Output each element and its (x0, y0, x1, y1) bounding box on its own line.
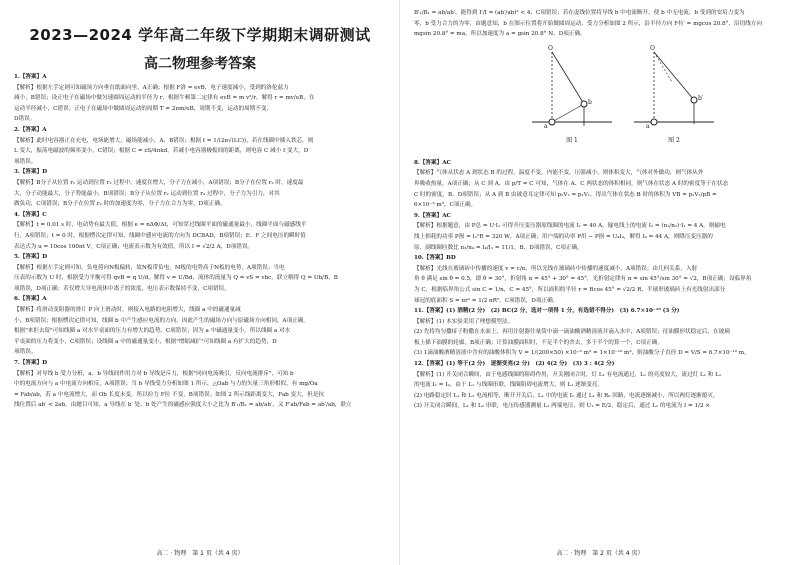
text-line: 界吸收热量，A项正确；从 C 到 A，由 p/T = C 可知，气体在 A、C 两状态的体积相同，则气体在状态 A 时的密度等于在状态 (414, 180, 729, 187)
figure-2 (624, 42, 724, 145)
text-line: 【解析】光线在玻璃砖中传播的速度 v = c/n，所以光线在玻璃砖中传播的速度减小，A项错误；由几何关系，入射 (414, 265, 698, 272)
text-line: 板上描下油膜的轮廓，B项正确；计算油膜面积时，不足半个的舍去，多于半个的算一个，C项正确。 (414, 339, 663, 346)
text-line: 压表的示数为 U 时，根据受力平衡可得 qvB = q U/d，解得 v = U/Bd，流体的流量为 Q = vS = vbc，联立解得 Q = Ub/B，B (14, 275, 338, 282)
text-line: 项错误。 (14, 349, 37, 356)
text-line: 5.【答案】D (14, 254, 48, 261)
text-line: 10.【答案】BD (414, 255, 456, 262)
text-line: 【解析】根据左手定则可知，负电荷向N板偏转，故N板带负电，M板的电势高于N板的电势，A项错误；当电 (14, 264, 285, 271)
left-answer-text (14, 72, 388, 432)
figure-2-label: 图 2 (668, 137, 680, 145)
text-line: 中的电流方向与 a 中电流方向相反，A项错误；当 b 导线受力分析如图 1 所示，△Oab 与力的矢量三角形相似，有 mg/Oa (14, 381, 318, 388)
document-title: 2023—2024 学年高二年级下学期期末调研测试 (29, 26, 371, 44)
text-line: 线位置后 ab′ < 2ab，由题目可知，a 导线在 b′ 处、b 处产生的磁感应强度大小之比为 B′₁/B₁ = ab/ab′，又 F′ab/Fab = ab′/ab，联立 (14, 402, 352, 409)
text-line: 9.【答案】AC (414, 212, 452, 219)
text-line: 运动半径减小，C错误；正电子在磁场中做圆周运动的周期 T = 2πm/eB，周期不变，运动的周期不变， (14, 105, 273, 112)
text-line: 2.【答案】A (14, 126, 47, 133)
text-line: 大，分子动能最大，分子势能最小，B项错误；B分子从位置 r₂ 运动到位置 r₃ 过程中，分子力为引力，对其 (14, 190, 280, 197)
text-line: 项错误，D项正确；若仅增大导电流体中离子的浓度，电压表示数保持不变，C项错误。 (14, 285, 230, 292)
text-line: 【解析】t = 0.01 s 时，电动势有最大值，根据 e = nΔΦ/Δt，可知穿过线圈平面的磁通量最小，线圈平面与磁感线平 (14, 222, 307, 229)
right-page (400, 0, 800, 565)
text-line: C 时的密度，B、D项错误；从 A 到 B 由玻意耳定律可知 p₂V₂ = p₁V₁，得出气体在状态 B 时的体积为 VB = p₁V₁/pB = (414, 191, 717, 198)
text-line: 【解析】根据题意，由 P总 = U·I₁ 可得升压变压器原线圈的电流 I₁ = 40 A，输电线上的电流 I₂ = (n₁/n₂)·I₁ = 4 A，则输电 (414, 223, 726, 230)
text-line: 球冠的底面积 S = πr² = 1/2 πR²，C项错误，D项正确。 (414, 297, 559, 304)
svg-text:O: O (650, 44, 655, 52)
text-line: 表达式为 u = 10cos 100πt V，C项正确；电流表示数为有效值，所以 I = √2/2 A，D项错误。 (14, 243, 254, 250)
svg-text:b′: b′ (698, 94, 704, 102)
text-line: = Fab/ab，若 a 中电流增大，而 Ob 长度未变，所以拉力 F拉 不变，B项错误；如图 2 所示线距离变大，Fab 变大，但是抗 (14, 391, 325, 398)
text-line: (2) 电路稳定时 L₁ 和 L₂ 电流相等，断开开关后，L₁ 中的电流 I₁ 通过 L₁ 和 R₀ 回路，电流逐渐减小，所以两灯逐渐熄灭。 (414, 392, 719, 399)
text-line: 【解析】对导线 b 受力分析，a、b 导线间作用力对 b 导线是斥力，根据"同向电流吸引，反向电流排斥"，可知 b (14, 370, 294, 377)
svg-text:O: O (548, 44, 553, 52)
svg-text:a: a (646, 122, 650, 130)
text-line: 3.【答案】D (14, 169, 48, 176)
text-line: (3) 1滴油酸酒精溶液中含有的油酸体积为 V = 1/(200×50) ×10⁻⁶ m³ = 1×10⁻¹⁰ m³，则油酸分子直径 D = V/S = 6.7×10⁻¹⁰ m。 (414, 350, 750, 357)
text-line: L 变大，振荡电磁波的频率变小，C错误；根据 C = εS/4πkd，若减小电容器极板间的距离，则电容 C 减小 f 变大，D (14, 148, 309, 155)
text-line: 为 C，根据临界角公式 sin C = 1/n，C = 45°，所以面积的半径 r = Rcos 45° = √2/2 R，半球形玻璃砖上有光线射出部分 (414, 286, 726, 293)
text-line: 【解析】B分子从位置 r₁ 运动到位置 r₂ 过程中，速度在增大，分子力在减小，A项错误；B分子在位置 r₂ 时，速度最 (14, 179, 304, 186)
text-line: (3) 开关闭合瞬间，L₁ 和 L₂ 串联，电压传感器测量 L₂ 两端电压，则 U₁ = E/2，稳定后，通过 L₁ 的电流为 I = 1/2 × (414, 403, 710, 410)
text-line: 角 θ 满足 sin θ = 0.5，即 θ = 30°，折射角 α = 45° + 30° = 45°，光折射定律有 n = sin 45°/sin 30° = √2，B项正确；设临界角 (414, 276, 752, 283)
text-line: 【解析】此时电容器正在充电，电场能增大，磁场能减小，A、B错误；根据 f = 1/(2π√(LC))，若在线圈中插入铁芯，则 (14, 137, 314, 144)
text-line: 零，b 受力合力的为零，由题意知，b 在图示位置将开始做圆周运动，受力分析如图 2 所示，沿半径方向 F拉′ = mgcos 20.8°，沿切线方向 (414, 20, 762, 27)
text-line: 原、副线圈匝数比 n₃/n₄ = I₄/I₃ = 11/1，B、D项错误，C项正确。 (414, 244, 583, 251)
right-page-footer: 高二 · 物理 第 2 页（共 4 页） (556, 550, 644, 557)
text-line: 【解析】将滑动变阻器的滑片 P 向上滑动时，则接入电路的电阻增大，线圈 a 中的磁通量减 (14, 307, 241, 314)
figure-2-diagram (624, 42, 724, 132)
text-line: 12.【答案】(1) 等于(2 分) 逐渐变亮(2 分) (2) 4(2 分) (3) 3 : 4(2 分) (414, 361, 615, 368)
text-line: D错误。 (14, 116, 36, 123)
text-line: 【解析】(1) 本实验采用了理想模型法。 (414, 318, 514, 325)
text-line (14, 422, 388, 433)
text-line: 平桌面的压力将变小，C项错误；设线圈 a 中的磁通量变小，根据"增缩减扩"可知线圈 a 有扩大的趋势，D (14, 338, 277, 345)
text-line: 8.【答案】AC (414, 159, 452, 166)
text-line (14, 411, 388, 422)
text-line: 项错误。 (14, 158, 37, 165)
text-line: (2) 先将均匀撒痱子粉撒在水面上，再用注射器往量筒中滴一滴油酸酒精溶液并滴入水中，A项错误；待油膜形状稳定后，在玻璃 (414, 329, 730, 336)
text-line: 小，B项错误；根据楞次定律可知，线圈 b 中产生感应电流的方向，因此产生的磁场方向与原磁场方向相同，A项正确。 (14, 317, 309, 324)
text-line: 1.【答案】A (14, 74, 47, 80)
text-line: 【解析】气体从状态 A 到状态 B 的过程，温度不变，内能不变，压强减小，则体积变大，气体对外做功，则气体从外 (414, 170, 704, 177)
text-line: 行，A项错误；t = 0 时，根据楞次定律可知，线圈中感应电流的方向为 DCBAD，B项错误；E、F 之间电压的瞬时值 (14, 232, 306, 239)
svg-text:b: b (588, 98, 592, 106)
text-line: 7.【答案】D (14, 360, 48, 367)
text-line: 6.【答案】A (14, 296, 47, 303)
text-line: 6×10⁻³ m³，C项正确。 (414, 202, 477, 209)
text-line: 减小，B错误；设正电子在磁场中做匀速圆周运动的半径为 r，根据牛顿第二定律有 evB = m v²/r，解得 r = mv/eB，在 (14, 95, 315, 102)
text-line: mgsin 20.8° = ma，所以加速度为 a = gsin 20.8° N，D项正确。 (414, 31, 586, 38)
text-line: B′₁/B₁ = ab/ab′，能得到 I′/I = (ab′/ab)² < 4，C项错误；若在虚线位置将导线 b 中电流断开，使 b 中无电流，b 受到的安培力变为 (414, 10, 745, 16)
text-line: 【解析】(1) 开关闭合瞬间，由于电感线圈的阻碍作用，开关刚闭合时，灯 L₁ 有电流通过，L₁ 的亮度较大，流过灯 L₁ 和 L₂ (414, 371, 722, 378)
right-answer-text (414, 8, 788, 412)
figure-1-diagram (522, 42, 622, 132)
document-subtitle: 高二物理参考答案 (144, 56, 256, 72)
text-line: 做负功，C项错误；B分子在位置 r₂ 时的加速度为零，分子力在合力为零，D项正确。 (14, 201, 226, 208)
left-page-footer: 高二 · 物理 第 1 页（共 4 页） (156, 550, 244, 557)
figure-1 (522, 42, 622, 145)
figure-row (414, 40, 788, 158)
text-line: 线上损耗的功率 P损 = I₂²R = 320 W，A项正确；用户端的功率 P用 − P损 = U₄I₄，解得 I₄ = 44 A，则降压变压器的 (414, 233, 713, 240)
text-line: 11.【答案】(1) 酒精(2 分) (2) BC(2 分，选对一项得 1 分，有选错不得分) (3) 6.7×10⁻¹⁰ (3 分) (414, 308, 680, 315)
figure-1-label: 图 1 (566, 137, 578, 145)
text-line: 4.【答案】C (14, 211, 47, 218)
svg-text:a: a (544, 122, 548, 130)
text-line: 【解析】根据左手定则可知磁场方向垂直纸面向里，A正确；根据 F洛 = evB，电子速度减小，受到的洛伦兹力 (14, 84, 289, 91)
text-line: 根据"来拒去留"可知线圈 a 对水平桌面的压力有增大的趋势，C项错误；因为 a 中磁通量变小，所以线圈 a 对水 (14, 328, 291, 335)
text-line: 的电流 I₁ = I₂，由于 L₁ 与线圈串联，线圈阻碍电流增大，则 L₁ 逐渐变亮。 (414, 382, 603, 389)
